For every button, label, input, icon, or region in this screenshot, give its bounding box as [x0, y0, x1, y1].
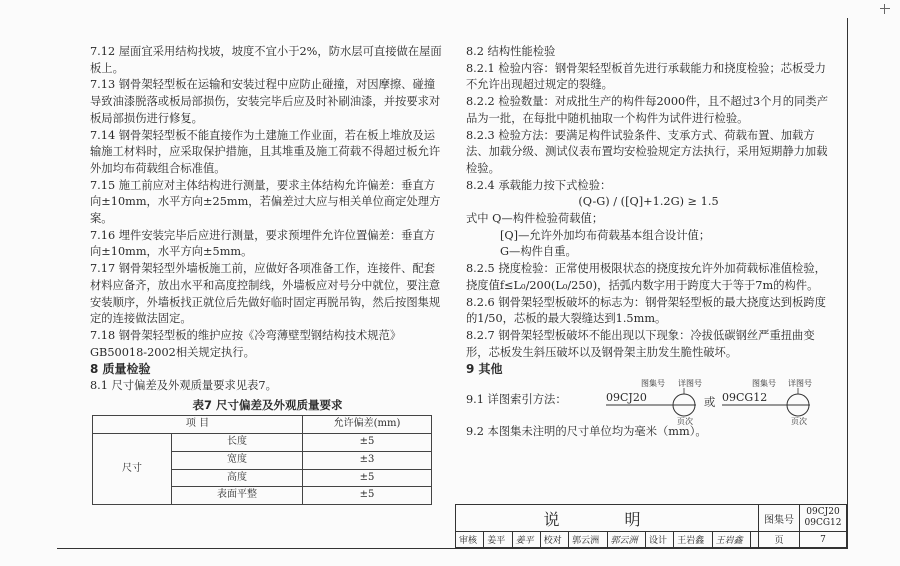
row-name: 高度 — [172, 469, 303, 487]
ref2-symbol — [722, 384, 822, 424]
right-column — [466, 44, 831, 441]
ref2-page-label: 页次 — [791, 417, 807, 427]
page-label: 页 — [759, 532, 800, 548]
ref1-page-label: 页次 — [677, 417, 693, 427]
para-7-17: 7.17 钢骨架轻型外墙板施工前，应做好各项准备工作，连接件、配套材料应备齐，放出水平和高度控制线，外墙板应对号分中就位，要注意安装顺序，外墙板找正就位后先做好临时固定再脱吊钩，然后按图集规定的连接做法固定。 — [90, 262, 441, 326]
design-signature: 王岩鑫 — [712, 532, 750, 548]
ref1-detail-label: 详图号 — [678, 379, 702, 389]
review-signature: 姜平 — [512, 532, 540, 548]
group-size: 尺寸 — [93, 434, 172, 505]
para-8-2-4: 8.2.4 承载能力按下式检验： — [466, 178, 612, 192]
para-8-2-2: 8.2.2 检验数量：对成批生产的构件每2000件，且不超过3个月的同类产品为一批，在每批中随机抽取一个构件为试件进行检验。 — [466, 95, 828, 125]
section-9-title: 9 其他 — [466, 362, 503, 377]
definition-q: 式中 Q—构件检验荷载值； — [466, 212, 604, 226]
atlas-no-label: 图集号 — [759, 505, 800, 532]
row-tolerance: ±5 — [303, 434, 432, 452]
definition-g: G—构件自重。 — [500, 245, 577, 259]
para-9-1: 9.1 详图索引方法： — [466, 393, 567, 407]
row-tolerance: ±5 — [303, 487, 432, 505]
atlas-no-2: 09CG12 — [804, 518, 842, 529]
para-8-2-5: 8.2.5 挠度检验：正常使用极限状态的挠度按允许外加荷载标准值检验，挠度值f≤L₀/200(L₀/250)，括弧内数字用于跨度大于等于7m的构件。 — [466, 262, 826, 292]
check-signature: 郭云洲 — [607, 532, 645, 548]
title-block-title: 说 明 — [456, 505, 759, 532]
row-name: 长度 — [172, 434, 303, 452]
table-7 — [92, 415, 432, 505]
definition-q-allowed: [Q]—允许外加均布荷载基本组合设计值； — [500, 228, 711, 242]
para-7-16: 7.16 埋件安装完毕后应进行测量，要求预埋件允许位置偏差：垂直方向±10mm，水平方向±5mm。 — [90, 228, 436, 259]
para-9-2: 9.2 本图集未注明的尺寸单位均为毫米（mm）。 — [466, 425, 707, 439]
para-8-2-6: 8.2.6 钢骨架轻型板破坏的标志为：钢骨架轻型板的最大挠度达到板跨度的1/50，芯板的最大裂缝达到1.5mm。 — [466, 295, 826, 326]
detail-index-row — [466, 378, 831, 427]
title-block — [455, 504, 847, 548]
ref2-detail-label: 详图号 — [788, 379, 812, 389]
para-8-2-7: 8.2.7 钢骨架轻型板破坏不能出现以下现象：冷拔低碳钢丝严重扭曲变形，芯板发生斜压破坏以及钢骨架主肋发生脆性破坏。 — [466, 328, 815, 359]
check-name: 郭云洲 — [569, 532, 607, 548]
para-7-15: 7.15 施工前应对主体结构进行测量，要求主体结构允许偏差：垂直方向±10mm，水平方向±25mm，若偏差过大应与相关单位商定处理方案。 — [90, 178, 441, 226]
ref1-code: 09CJ20 — [606, 391, 647, 405]
para-7-13: 7.13 钢骨架轻型板在运输和安装过程中应防止碰撞，对因摩擦、碰撞导致油漆脱落或板局部损伤，安装完毕后应及时补刷油漆，并按要求对板局部损伤进行修复。 — [90, 78, 441, 125]
atlas-no-values — [800, 505, 847, 532]
table-7-caption: 表7 尺寸偏差及外观质量要求 — [192, 397, 343, 412]
ref2-atlas-label: 图集号 — [752, 379, 776, 389]
para-7-18: 7.18 钢骨架轻型板的维护应按《冷弯薄壁型钢结构技术规范》GB50018-2002相关规定执行。 — [90, 328, 402, 359]
atlas-no-1: 09CJ20 — [806, 507, 840, 518]
review-label: 审核 — [456, 532, 484, 548]
para-8-1: 8.1 尺寸偏差及外观质量要求见表7。 — [90, 379, 277, 393]
crop-mark — [880, 4, 890, 14]
row-tolerance: ±5 — [303, 469, 432, 487]
check-label: 校对 — [540, 532, 568, 548]
section-8-title: 8 质量检验 — [90, 362, 151, 377]
para-7-14: 7.14 钢骨架轻型板不能直接作为土建施工作业面，若在板上堆放及运输施工材料时，应采取保护措施，且其堆重及施工荷载不得超过板允许外加均布荷载组合标准值。 — [90, 128, 441, 175]
section-8-2-title: 8.2 结构性能检验 — [466, 45, 556, 58]
ref2-code: 09CG12 — [722, 391, 768, 405]
para-8-2-1: 8.2.1 检验内容：钢骨架轻型板首先进行承载能力和挠度检验；芯板受力不允许出现超过规定的裂缝。 — [466, 61, 826, 92]
header-tolerance: 允许偏差(mm) — [303, 416, 432, 434]
page-number: 7 — [800, 532, 847, 548]
header-item: 项 目 — [93, 416, 303, 434]
para-7-12: 7.12 屋面宜采用结构找坡，坡度不宜小于2%，防水层可直接做在屋面板上。 — [90, 45, 442, 75]
ref1-atlas-label: 图集号 — [641, 379, 665, 389]
table-row — [93, 434, 432, 452]
table-header-row — [93, 416, 432, 434]
review-name: 姜平 — [484, 532, 512, 548]
para-8-2-3: 8.2.3 检验方法：要满足构件试验条件、支承方式、荷载布置、加载方法、加载分级、测试仪表布置均安检验规定方法执行，采用短期静力加载检验。 — [466, 128, 828, 175]
row-name: 宽度 — [172, 451, 303, 469]
row-tolerance: ±3 — [303, 451, 432, 469]
formula: (Q-G) / ([Q]+1.2G) ≥ 1.5 — [578, 195, 719, 209]
or-text: 或 — [704, 396, 716, 410]
left-column — [90, 44, 445, 505]
design-name: 王岩鑫 — [674, 532, 712, 548]
row-name: 表面平整 — [172, 487, 303, 505]
design-label: 设计 — [645, 532, 673, 548]
